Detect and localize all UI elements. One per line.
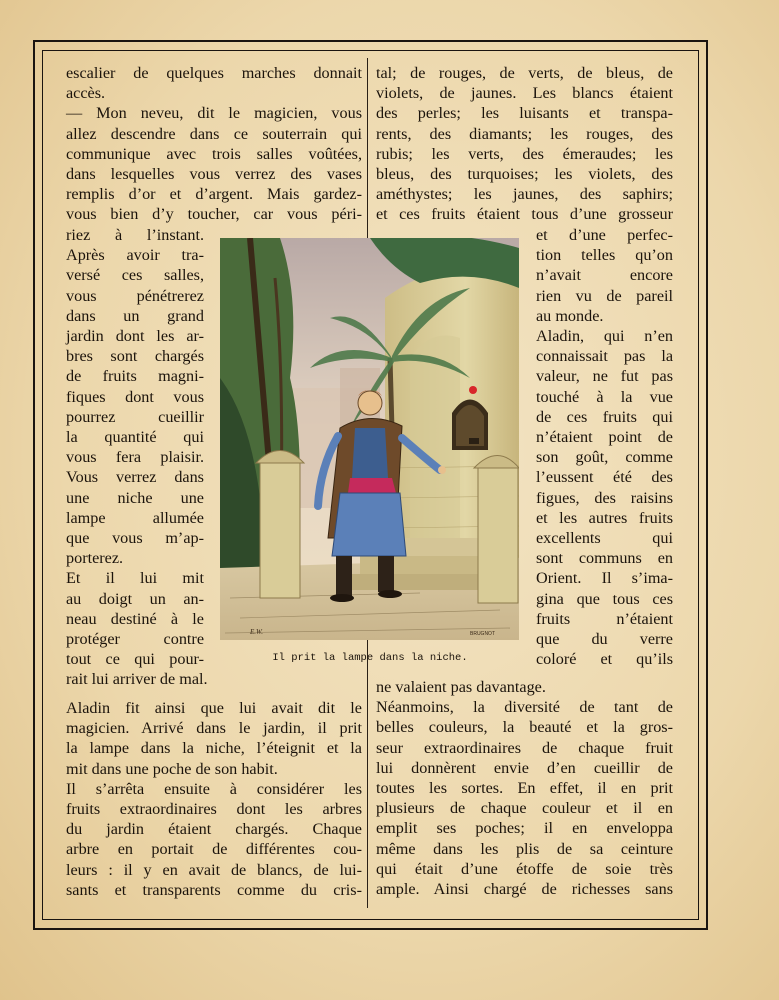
text-line: une niche une bbox=[66, 488, 204, 507]
text-line: dans un grand bbox=[66, 306, 204, 325]
text-line: Vous verrez dans bbox=[66, 468, 204, 487]
text-line: fiques dont vous bbox=[66, 387, 204, 406]
text-line: même dans les plis de sa ceinture bbox=[376, 839, 673, 858]
text-line: la lampe dans la niche, l’éteignit et la bbox=[66, 739, 362, 758]
text-line: n’avait encore bbox=[536, 266, 673, 285]
text-line: figues, des raisins bbox=[536, 488, 673, 507]
text-line: touché à la vue bbox=[536, 387, 673, 406]
text-line: leurs : il y en avait de blancs, de lui- bbox=[66, 860, 362, 879]
text-line: que vous m’ap- bbox=[66, 529, 204, 547]
text-line: pourrez cueillir bbox=[66, 407, 204, 426]
text-line: vous fera plaisir. bbox=[66, 448, 204, 467]
text-line: n’étaient point de bbox=[536, 428, 673, 446]
text-line: porterez. bbox=[66, 549, 124, 568]
text-line: au doigt un an- bbox=[66, 589, 204, 608]
text-line: mit dans une poche de son habit. bbox=[66, 759, 278, 778]
text-line: connaissait pas la bbox=[536, 347, 673, 366]
text-line: protéger contre bbox=[66, 630, 204, 648]
text-line: Néanmoins, la diversité de tant de bbox=[376, 698, 673, 717]
text-line: magicien. Arrivé dans le jardin, il prit bbox=[66, 719, 362, 738]
text-line: que du verre bbox=[536, 630, 673, 648]
text-line: seur extraordinaires de chaque fruit bbox=[376, 738, 673, 757]
text-line: versé ces salles, bbox=[66, 266, 204, 285]
text-line: plusieurs de chaque couleur et il en bbox=[376, 799, 673, 818]
text-line: bres sont chargés bbox=[66, 347, 204, 366]
text-line: Aladin, qui n’en bbox=[536, 327, 673, 345]
text-line: rien vu de pareil bbox=[536, 286, 673, 305]
text-line: dans lesquelles vous verrez des vases bbox=[66, 165, 362, 183]
engraver-signature: BRUGNOT bbox=[470, 631, 495, 637]
text-line: fruits n’étaient bbox=[536, 609, 673, 628]
text-line: Après avoir tra- bbox=[66, 246, 204, 265]
text-line: ample. Ainsi chargé de richesses sans bbox=[376, 880, 673, 898]
text-line: coloré et qu’ils bbox=[536, 650, 673, 669]
text-line: neau destiné à le bbox=[66, 609, 204, 628]
text-line: belles couleurs, la beauté et la gros- bbox=[376, 718, 673, 737]
text-line: et d’une perfec- bbox=[536, 226, 673, 244]
text-line: gina que tous ces bbox=[536, 589, 673, 608]
text-line: arbre en portait de différentes cou- bbox=[66, 840, 362, 859]
text-line: allez descendre dans ce souterrain qui bbox=[66, 124, 362, 143]
text-line: violets, de jaunes. Les blancs étaient bbox=[376, 84, 673, 103]
text-line: lampe allumée bbox=[66, 508, 204, 527]
text-line: tion telles qu’on bbox=[536, 246, 673, 265]
text-line: riez à l’instant. bbox=[66, 226, 204, 244]
text-line: de ces fruits qui bbox=[536, 407, 673, 426]
text-line: excellents qui bbox=[536, 529, 673, 547]
text-line: communique avec trois salles voûtées, bbox=[66, 144, 362, 163]
text-line: améthystes; les jaunes, des saphirs; bbox=[376, 185, 673, 204]
text-line: ne valaient pas davantage. bbox=[376, 678, 546, 696]
text-line: rait lui arriver de mal. bbox=[66, 670, 208, 689]
text-line: Aladin fit ainsi que lui avait dit le bbox=[66, 699, 362, 717]
text-line: bleus, des turquoises; les violets, des bbox=[376, 165, 673, 183]
artist-monogram: E.W. bbox=[250, 628, 263, 636]
text-line: remplis d’or et d’argent. Mais gardez- bbox=[66, 185, 362, 204]
text-line: tout ce qui pour- bbox=[66, 650, 204, 669]
text-line: et les autres fruits bbox=[536, 508, 673, 527]
text-line: sont communs en bbox=[536, 549, 673, 568]
text-line: rubis; les verts, des émeraudes; les bbox=[376, 144, 673, 163]
text-line: fruits extraordinaires dont les arbres bbox=[66, 800, 362, 818]
text-line: de fruits magni- bbox=[66, 367, 204, 386]
text-line: Orient. Il s’ima- bbox=[536, 569, 673, 588]
text-line: qui était d’une étoffe de soie très bbox=[376, 859, 673, 878]
illustration-aladdin-niche bbox=[220, 238, 519, 640]
text-line: rents, des diamants; les rouges, des bbox=[376, 124, 673, 143]
text-line: jardin dont les ar- bbox=[66, 327, 204, 345]
text-line: des perles; les luisants et transpa- bbox=[376, 104, 673, 123]
text-line: toutes les sortes. En effet, il en prit bbox=[376, 779, 673, 797]
text-line: vous pénétrerez bbox=[66, 286, 204, 305]
text-line: et ces fruits étaient tous d’une grosseur bbox=[376, 205, 673, 224]
text-line: la quantité qui bbox=[66, 428, 204, 446]
text-line: — Mon neveu, dit le magicien, vous bbox=[66, 104, 362, 123]
text-line: emplit ses poches; il en enveloppa bbox=[376, 819, 673, 838]
text-line: au monde. bbox=[536, 306, 604, 325]
text-line: accès. bbox=[66, 84, 106, 103]
illustration-caption: Il prit la lampe dans la niche. bbox=[272, 652, 468, 664]
text-line: son goût, comme bbox=[536, 448, 673, 467]
text-line: du jardin étaient chargés. Chaque bbox=[66, 820, 362, 839]
text-line: vous bien d’y toucher, car vous péri- bbox=[66, 205, 362, 224]
text-line: escalier de quelques marches donnait bbox=[66, 64, 362, 82]
text-line: Il s’arrêta ensuite à considérer les bbox=[66, 779, 362, 798]
text-line: lui donnèrent envie d’en cueillir de bbox=[376, 758, 673, 777]
text-line: Et il lui mit bbox=[66, 569, 204, 588]
text-line: valeur, ne fut pas bbox=[536, 367, 673, 386]
text-line: l’eussent été des bbox=[536, 468, 673, 487]
text-line: sants et transparents comme du cris- bbox=[66, 880, 362, 899]
text-line: tal; de rouges, de verts, de bleus, de bbox=[376, 64, 673, 82]
